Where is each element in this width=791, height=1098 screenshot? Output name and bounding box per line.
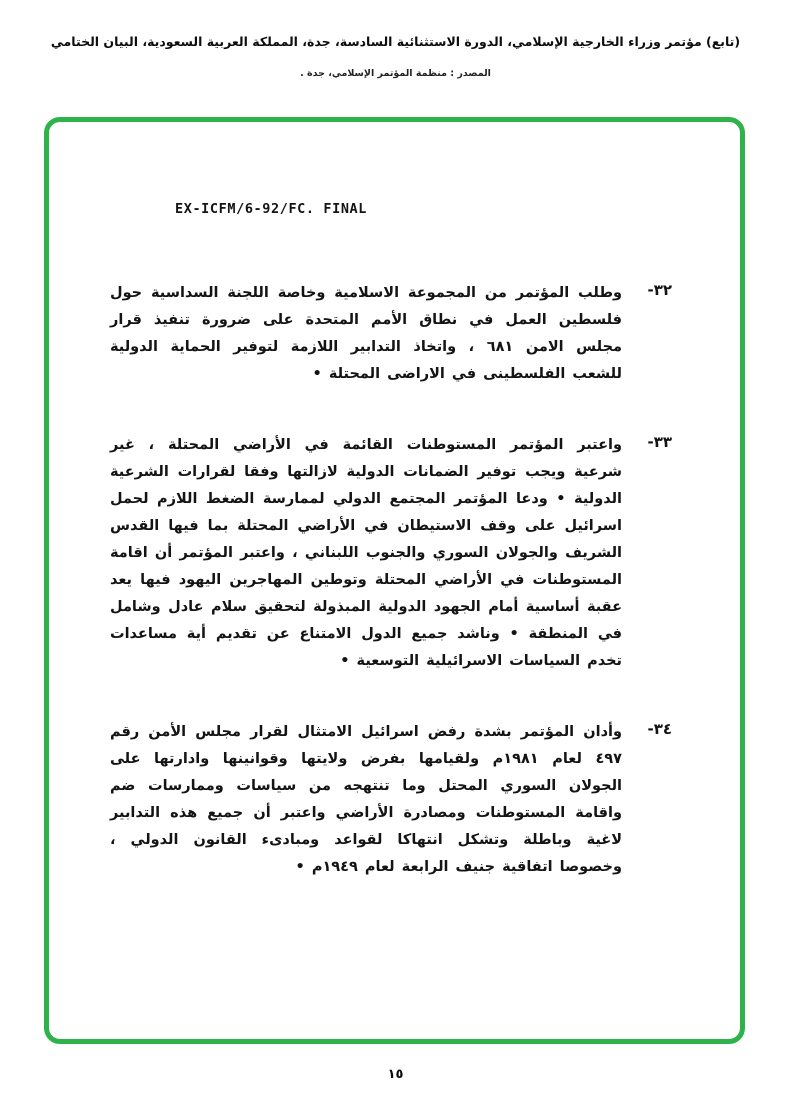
document-source-line: المصدر : منظمة المؤتمر الإسلامي، جدة . (300, 68, 491, 79)
paragraph-34-number: ٣٤- (647, 720, 672, 738)
paragraph-32-number: ٣٢- (647, 281, 672, 299)
paragraph-list (110, 280, 672, 925)
paragraph-32 (110, 280, 672, 388)
paragraph-32-text: وطلب المؤتمر من المجموعة الاسلامية وخاصة اللجنة السداسية حول فلسطين العمل في نطاق الأمم المتحدة على ضرورة تنفيذ قرار مجلس الامن ٦٨١ ، واتخاذ التدابير اللازمة لتوفير الحماية الدولية للشعب الفلسطينى في الاراضى المحتلة • (110, 285, 622, 382)
paragraph-33 (110, 432, 672, 675)
paragraph-34 (110, 719, 672, 881)
paragraph-33-number: ٣٣- (647, 433, 672, 451)
page-number: ١٥ (387, 1067, 404, 1082)
page-header (0, 0, 791, 79)
paragraph-34-text: وأدان المؤتمر بشدة رفض اسرائيل الامتثال لقرار مجلس الأمن رقم ٤٩٧ لعام ١٩٨١م ولقيامها بفرض ولايتها وقوانينها وادارتها على الجولان السوري المحتل وما تنتهجه من سياسات وممارسات ضم واقامة المستوطنات ومصادرة الأراضي واعتبر أن جميع هذه التدابير لاغية وباطلة وتشكل انتهاكا لقواعد ومبادىء القانون الدولي ، وخصوصا اتفاقية جنيف الرابعة لعام ١٩٤٩م • (110, 724, 622, 875)
green-document-frame (44, 117, 745, 1044)
paragraph-33-text: واعتبر المؤتمر المستوطنات القائمة في الأراضي المحتلة ، غير شرعية ويجب توفير الضمانات الدولية لازالتها وفقا لقرارات الشرعية الدولية • ودعا المؤتمر المجتمع الدولي لممارسة الضغط اللازم لحمل اسرائيل على وقف الاستيطان في الأراضي المحتلة بما فيها القدس الشريف والجولان السوري والجنوب اللبناني ، واعتبر المؤتمر أن اقامة المستوطنات في الأراضي المحتلة وتوطين المهاجرين اليهود فيها يعد عقبة أساسية أمام الجهود الدولية المبذولة لتحقيق سلام عادل وشامل في المنطقة • وناشد جميع الدول الامتناع عن تقديم أية مساعدات تخدم السياسات الاسرائيلية التوسعية • (110, 437, 622, 669)
document-title: (تابع) مؤتمر وزراء الخارجية الإسلامي، الدورة الاستثنائية السادسة، جدة، المملكة العربية السعودية، البيان الختامي (50, 34, 741, 49)
reference-code: EX-ICFM/6-92/FC. FINAL (175, 201, 368, 217)
